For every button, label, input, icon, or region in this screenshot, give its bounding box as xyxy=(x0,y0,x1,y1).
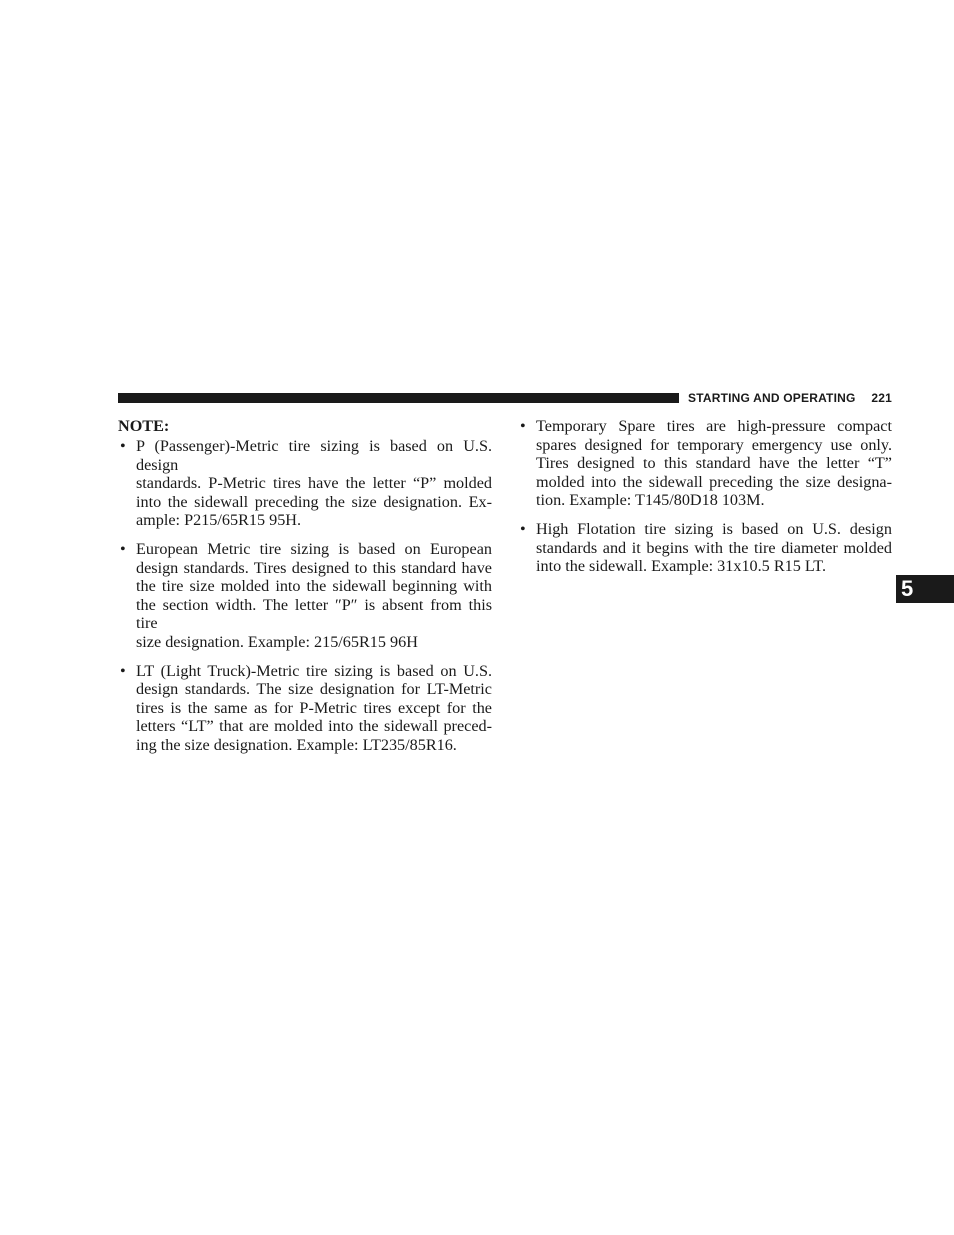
page-number: 221 xyxy=(871,391,892,405)
left-bullet-list xyxy=(118,437,492,755)
bullet-text: High Flotation tire sizing is based on U.S. design standards and it begins with the tire diameter molded into the sidewall. Example: 31x10.5 R15 LT. xyxy=(536,519,892,576)
bullet-icon: • xyxy=(120,437,126,455)
right-bullet-list xyxy=(518,417,892,576)
list-item xyxy=(118,662,492,755)
note-label: NOTE: xyxy=(118,417,170,435)
list-item xyxy=(518,520,892,576)
bullet-icon: • xyxy=(120,539,126,558)
list-item xyxy=(118,540,492,652)
bullet-text: Temporary Spare tires are high-pressure compact spares designed for temporary emergency use only. Tires designed to this standard have the letter “T” molded into the sidewall preceding the size designa- tion. Example: T145/80D18 103M. xyxy=(536,417,892,510)
chapter-tab: 5 xyxy=(896,575,954,603)
right-column xyxy=(518,417,892,586)
running-header xyxy=(688,390,892,406)
bullet-text: P (Passenger)-Metric tire sizing is based on U.S. design standards. P-Metric tires have the letter “P” molded into the sidewall preceding the size designation. Ex- ample: P215/65R15 95H. xyxy=(136,437,492,530)
list-item xyxy=(118,437,492,530)
section-title: STARTING AND OPERATING xyxy=(688,391,856,405)
left-column xyxy=(118,417,492,765)
list-item xyxy=(518,417,892,510)
bullet-text: LT (Light Truck)-Metric tire sizing is based on U.S. design standards. The size designation for LT-Metric tires is the same as for P-Metric tires except for the letters “LT” that are molded into the sidewall preced- ing the size designation. Example: LT235/85R16. xyxy=(136,661,492,754)
bullet-icon: • xyxy=(120,661,126,680)
header-rule xyxy=(118,393,679,403)
bullet-icon: • xyxy=(520,417,526,435)
bullet-text: European Metric tire sizing is based on European design standards. Tires designed to this standard have the tire size molded into the sidewall beginning with the section width. The letter ″P″ is absent from this tire size designation. Example: 215/65R15 96H xyxy=(136,539,492,651)
bullet-icon: • xyxy=(520,519,526,538)
